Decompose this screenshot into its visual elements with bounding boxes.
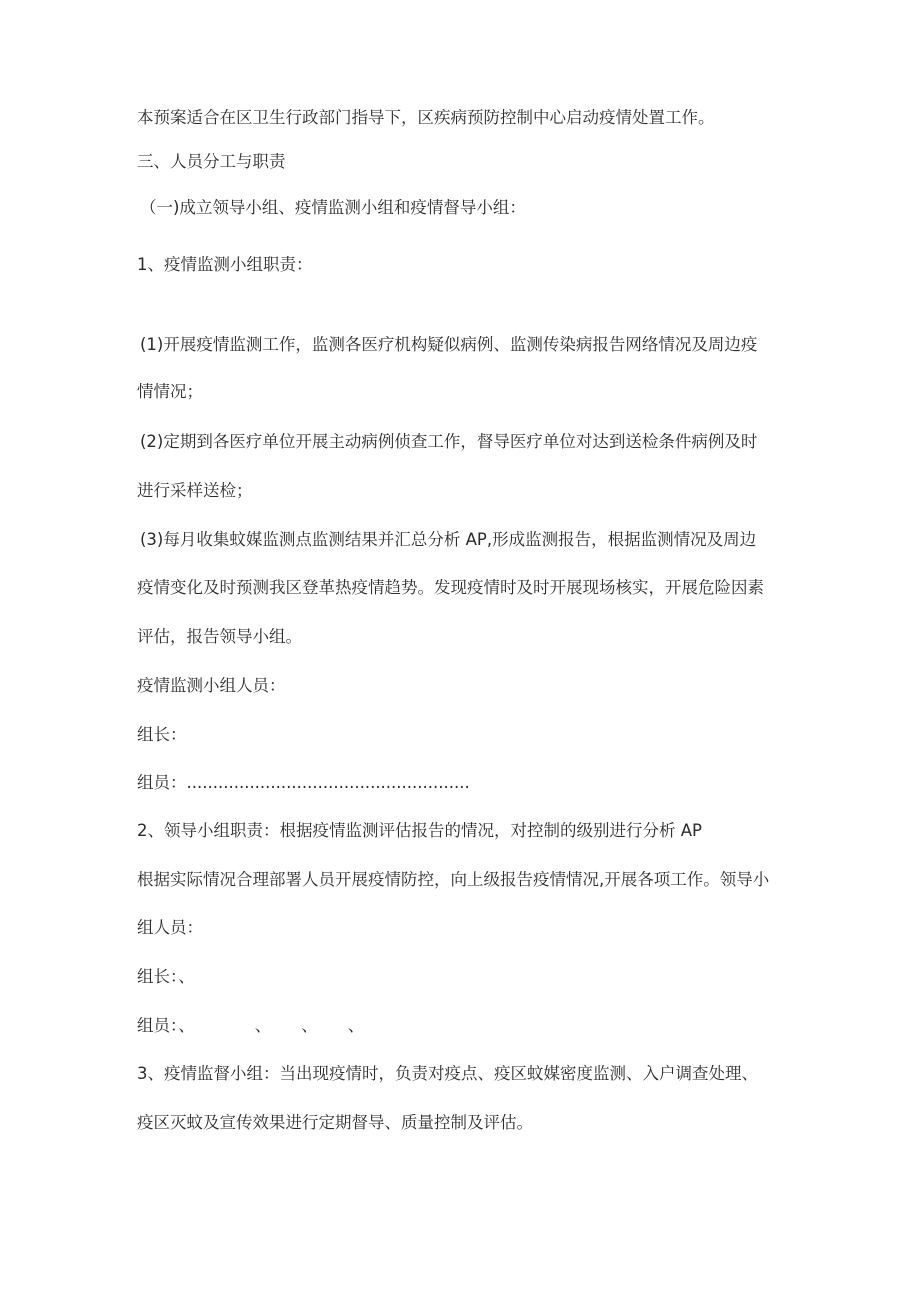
duty-1-line-1: (1)开展疫情监测工作，监测各医疗机构疑似病例、监测传染病报告网络情况及周边疫 [140, 335, 758, 354]
separator: 、 [347, 1016, 365, 1035]
item2-line-2: 根据实际情况合理部署人员开展疫情防控，向上级报告疫情情况,开展各项工作。领导小 [137, 870, 770, 889]
duty-3-line-3: 评估，报告领导小组。 [137, 627, 302, 646]
monitor-group-staff: 组员：...................................................... [137, 773, 470, 792]
section-heading-staff-duties: 三、人员分工与职责 [137, 152, 286, 171]
separator: 、 [301, 1016, 318, 1035]
monitor-group-members-heading: 疫情监测小组人员： [137, 676, 286, 695]
item2-line-3: 组人员： [137, 918, 203, 937]
duty-3-line-1: (3)每月收集蚊媒监测点监测结果并汇总分析 AP,形成监测报告，根据监测情况及周边 [140, 530, 757, 549]
leading-group-leader: 组长：、 [137, 967, 195, 986]
leading-group-staff [137, 1014, 364, 1038]
subheading-form-groups: （一)成立领导小组、疫情监测小组和疫情督导小组： [140, 198, 526, 217]
duty-1-line-2: 情情况； [137, 382, 203, 401]
item3-line-1: 3、疫情监督小组：当出现疫情时，负责对疫点、疫区蚊媒密度监测、入户调查处理、 [137, 1064, 758, 1083]
duty-2-line-2: 进行采样送检； [137, 481, 253, 500]
intro-paragraph: 本预案适合在区卫生行政部门指导下，区疾病预防控制中心启动疫情处置工作。 [137, 108, 715, 127]
item3-line-2: 疫区灭蚊及宣传效果进行定期督导、质量控制及评估。 [137, 1113, 533, 1132]
monitor-group-leader: 组长： [137, 725, 187, 744]
item2-line-1: 2、领导小组职责：根据疫情监测评估报告的情况，对控制的级别进行分析 AP [137, 821, 702, 840]
item1-title: 1、疫情监测小组职责： [137, 255, 313, 274]
separator: 、 [254, 1016, 272, 1035]
duty-3-line-2: 疫情变化及时预测我区登革热疫情趋势。发现疫情时及时开展现场核实，开展危险因素 [137, 578, 764, 597]
leading-group-staff-label: 组员：、 [137, 1016, 195, 1035]
duty-2-line-1: (2)定期到各医疗单位开展主动病例侦查工作，督导医疗单位对达到送检条件病例及时 [140, 432, 758, 451]
